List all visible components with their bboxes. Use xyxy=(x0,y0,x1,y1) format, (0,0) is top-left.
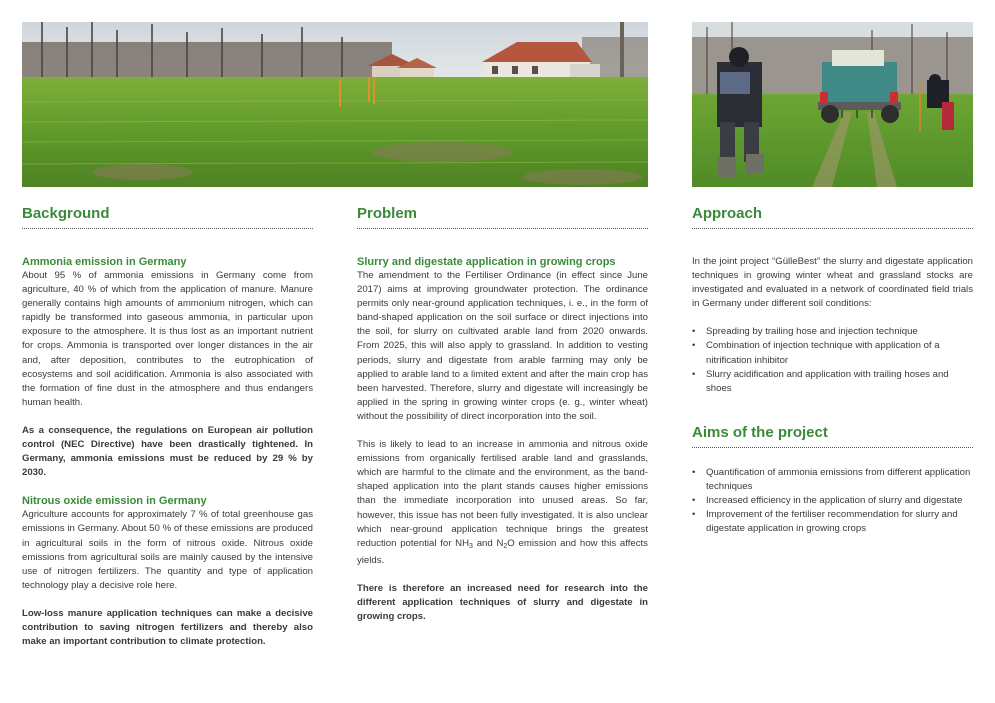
nitrous-heading: Nitrous oxide emission in Germany xyxy=(22,495,207,508)
aims-list xyxy=(692,466,973,536)
problem-paragraph-1: The amendment to the Fertiliser Ordinance (in effect since June 2017) aims at improving groundwater protection. The ordinance permits only near-ground application techniques, i. e., in the form of band-shaped application on the soil surface or direct injections into the soil, for slurry on cultivated arable land from 2020 onwards. From 2025, this will also apply to grassland. In addition to vesting periods, slurry and digestate from arable farming may only be applied to arable land to a limited extent and after the main crop has been harvested. Therefore, slurry and digestate will increasingly be applied in the spring in growing winter crops (e. g., winter wheat) without the possibility of direct incorporation into the soil. xyxy=(357,270,648,422)
ammonia-text: About 95 % of ammonia emissions in Germany come from agriculture, 40 % of which from the application of manure. Manure generally contains high amounts of ammonium nitrogen, which can rapidly be transformed into gaseous ammonia, in particular upon exposure to the atmosphere. It is thus lost as an important nutrient for crops. Ammonia is transported over longer distances in the air and, after deposition, contributes to the eutrophication of ecosystems and soil acidification. Ammonia is also associated with the formation of fine dust in the atmosphere and thus endangers human health. xyxy=(22,270,313,408)
problem-paragraph-2: This is likely to lead to an increase in ammonia and nitrous oxide emissions from organically fertilised arable land and grasslands, which are harmful to the climate and the environment, as the band-shaped application into the plant stands causes higher emissions than the immediate incorporation into unused areas. So far, however, this issue has not been fully investigated. It is also unclear which near-ground application technique brings the greatest reduction potential for $NH_3$ and $N_2O$ emission and how this affects yields. xyxy=(357,439,648,566)
list-item: • Spreading by trailing hose and injection technique xyxy=(692,325,973,339)
nitrous-text: Agriculture accounts for approximately 7 % of total greenhouse gas emissions in Germany. About 50 % of these emissions are produced in agricultural soils in the form of nitrous oxide. Nitrous oxide emissions from agricultural soils are mainly caused by the intensive use of nitrogen fertilizers. The quantity and type of application technology play a decisive role here. xyxy=(22,509,313,591)
aims-heading: Aims of the project xyxy=(692,424,973,448)
slurry-heading: Slurry and digestate application in growing crops xyxy=(357,256,616,268)
nitrous-conclusion: Low-loss manure application techniques can make a decisive contribution to saving nitrogen fertilizers and thereby also make an important contribution to climate protection. xyxy=(22,607,313,648)
list-item: • Increased efficiency in the application of slurry and digestate xyxy=(692,494,973,508)
ammonia-conclusion: As a consequence, the regulations on European air pollution control (NEC Directive) have been drastically tightened. In Germany, ammonia emissions must be reduced by 29 % by 2030. xyxy=(22,424,313,479)
background-heading: Background xyxy=(22,205,313,229)
list-item: • Improvement of the fertiliser recommendation for slurry and digestate application in growing crops xyxy=(692,508,973,536)
list-item: • Quantification of ammonia emissions from different application techniques xyxy=(692,466,973,494)
list-item: • Slurry acidification and application with trailing hoses and shoes xyxy=(692,368,973,396)
problem-conclusion: There is therefore an increased need for research into the different application techniques of slurry and digestate in growing crops. xyxy=(357,582,648,623)
approach-text: In the joint project “GülleBest” the slurry and digestate application techniques in growing winter wheat and grassland stocks are investigated and evaluated in a network of coordinated field trials in Germany under different soil conditions: xyxy=(692,256,973,310)
approach-heading: Approach xyxy=(692,205,973,229)
problem-column xyxy=(357,205,648,624)
approach-list xyxy=(692,325,973,395)
problem-heading: Problem xyxy=(357,205,648,229)
list-item: • Combination of injection technique with application of a nitrification inhibitor xyxy=(692,339,973,367)
wheat-field-photo xyxy=(22,22,648,187)
slurry-spreader-photo xyxy=(692,22,973,187)
ammonia-heading: Ammonia emission in Germany xyxy=(22,256,187,268)
approach-column xyxy=(692,205,973,536)
background-column xyxy=(22,205,313,649)
